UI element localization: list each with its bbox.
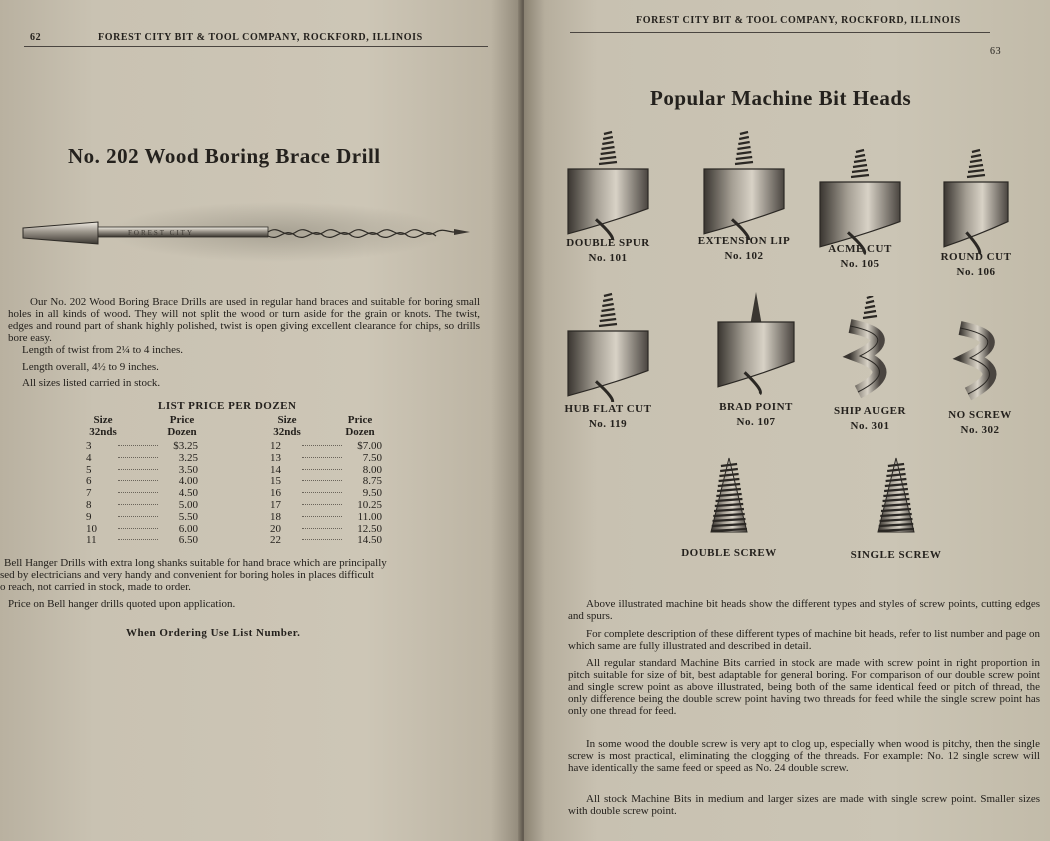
- bit-name: DOUBLE SPUR: [566, 237, 650, 249]
- running-header: FOREST CITY BIT & TOOL COMPANY, ROCKFORD, ILLINOIS: [636, 15, 961, 26]
- bit-number: No. 119: [588, 418, 628, 430]
- bit-number: No. 107: [736, 416, 776, 428]
- bit-label: [910, 408, 1050, 438]
- table-row: [86, 523, 198, 535]
- bit-number: No. 302: [960, 424, 1000, 436]
- size-column-header: Size 32nds: [89, 414, 117, 438]
- dot-leader: [118, 492, 158, 493]
- price-cell: 3.50: [178, 463, 198, 476]
- table-row: [86, 464, 198, 476]
- text-paragraph: In some wood the double screw is very apt to clog up, especially when wood is pitchy, then the single screw is most practical, eliminating the clogging of the threads. For example: No. 12 single screw will have identically the same feed or speed as No. 24 double screw.: [568, 738, 1040, 774]
- price-column-header: Price Dozen: [167, 414, 197, 438]
- left-page: [0, 0, 522, 841]
- size-cell: 8: [86, 499, 92, 511]
- running-header: FOREST CITY BIT & TOOL COMPANY, ROCKFORD, ILLINOIS: [98, 32, 423, 43]
- bit-label: [906, 250, 1046, 280]
- page-title: No. 202 Wood Boring Brace Drill: [68, 144, 381, 168]
- table-row: [86, 499, 198, 511]
- dot-leader: [302, 528, 342, 529]
- bit-name: ROUND CUT: [940, 251, 1012, 263]
- right-page: [524, 0, 1050, 841]
- bell-hanger-line: sed by electricians and very handy and convenient for boring holes in places difficult: [0, 569, 374, 581]
- bit-number: No. 106: [956, 266, 996, 278]
- description-paragraph: Our No. 202 Wood Boring Brace Drills are used in regular hand braces and suitable for boring small holes in all kinds of wood. They will not split the wood or turn aside for the grain or knots. The twist, edges and round part of shank highly polished, twist is open giving excellent clearance for chips, so drills bore easy.: [8, 296, 480, 344]
- page-number: 63: [990, 46, 1002, 57]
- bit-label: [659, 546, 799, 561]
- table-row: [86, 487, 198, 499]
- table-row: [270, 475, 382, 487]
- ship-auger-bit-illustration: [815, 296, 925, 406]
- bit-number: No. 101: [588, 252, 628, 264]
- extension-lip-bit-illustration: [689, 130, 799, 240]
- page-number: 62: [30, 32, 42, 43]
- ordering-note: When Ordering Use List Number.: [126, 627, 301, 639]
- price-cell: 14.50: [357, 534, 382, 547]
- table-row: [270, 523, 382, 535]
- size-cell: 18: [270, 510, 281, 523]
- price-cell: 6.50: [178, 534, 198, 547]
- bit-number: No. 105: [840, 258, 880, 270]
- text-paragraph: All stock Machine Bits in medium and larger sizes are made with single screw point. Smaller sizes with double screw point.: [568, 793, 1040, 817]
- size-cell: 6: [86, 475, 92, 488]
- bit-label: [538, 402, 678, 432]
- bell-hanger-line: o reach, not carried in stock, made to order.: [0, 581, 191, 593]
- size-cell: 22: [270, 534, 281, 547]
- size-cell: 9: [86, 510, 92, 523]
- size-cell: 13: [270, 451, 281, 464]
- price-cell: $3.25: [173, 440, 198, 452]
- size-cell: 15: [270, 475, 281, 488]
- bit-label: [826, 548, 966, 563]
- bit-name: HUB FLAT CUT: [564, 403, 652, 415]
- dot-leader: [302, 539, 342, 540]
- table-row: [270, 452, 382, 464]
- text-paragraph: All regular standard Machine Bits carried in stock are made with screw point in right proportion in pitch suitable for size of bit, best adaptable for general boring. For comparison of our double screw point and single screw point as above illustrated, being both of the same identical feed or pitch of thread, the only difference being the double screw point having two threads for feed while the single screw point has only one thread for feed.: [568, 657, 1040, 717]
- dot-leader: [118, 539, 158, 540]
- size-cell: 10: [86, 522, 97, 535]
- bit-name: SHIP AUGER: [834, 405, 906, 417]
- size-cell: 12: [270, 440, 281, 452]
- price-cell: 6.00: [178, 522, 198, 535]
- bell-price-note: Price on Bell hanger drills quoted upon application.: [8, 598, 236, 610]
- length-twist: Length of twist from 2¼ to 4 inches.: [22, 344, 184, 356]
- price-cell: 10.25: [357, 499, 382, 511]
- size-cell: 5: [86, 463, 92, 476]
- price-cell: $7.00: [357, 440, 382, 452]
- bit-name: DOUBLE SCREW: [681, 547, 777, 559]
- round-cut-bit-illustration: [921, 148, 1031, 258]
- table-row: [86, 475, 198, 487]
- double-spur-bit-illustration: [553, 130, 663, 240]
- bit-label: [538, 236, 678, 266]
- table-row: [86, 440, 198, 452]
- header-rule: [24, 46, 488, 47]
- bit-number: No. 301: [850, 420, 890, 432]
- size-cell: 3: [86, 440, 92, 452]
- dot-leader: [118, 528, 158, 529]
- price-column-header: Price Dozen: [345, 414, 375, 438]
- dot-leader: [302, 492, 342, 493]
- price-cell: 8.00: [362, 463, 382, 476]
- stock-note: All sizes listed carried in stock.: [22, 377, 161, 389]
- dot-leader: [302, 516, 342, 517]
- dot-leader: [302, 469, 342, 470]
- size-cell: 16: [270, 487, 281, 500]
- table-row: [270, 464, 382, 476]
- bit-name: BRAD POINT: [719, 401, 793, 413]
- header-rule: [570, 32, 990, 33]
- price-table-title: LIST PRICE PER DOZEN: [158, 400, 297, 412]
- bit-number: No. 102: [724, 250, 764, 262]
- dot-leader: [118, 457, 158, 458]
- bit-name: EXTENSION LIP: [697, 235, 791, 247]
- bit-name: NO SCREW: [948, 409, 1012, 421]
- dot-leader: [118, 469, 158, 470]
- size-cell: 14: [270, 463, 281, 476]
- dot-leader: [118, 504, 158, 505]
- bit-name: SINGLE SCREW: [850, 549, 942, 561]
- table-row: [86, 452, 198, 464]
- brad-point-bit-illustration: [701, 292, 811, 402]
- table-row: [270, 487, 382, 499]
- price-cell: 12.50: [357, 522, 382, 535]
- size-cell: 7: [86, 487, 92, 500]
- dot-leader: [118, 516, 158, 517]
- price-cell: 5.00: [178, 499, 198, 511]
- bell-hanger-line: Bell Hanger Drills with extra long shanks suitable for hand brace which are principally: [4, 557, 387, 569]
- no-screw-bit-illustration: [925, 298, 1035, 408]
- dot-leader: [302, 445, 342, 446]
- size-cell: 11: [86, 534, 97, 547]
- text-paragraph: For complete description of these different types of machine bit heads, refer to list number and page on which same are fully illustrated and described in detail.: [568, 628, 1040, 652]
- text-paragraph: Above illustrated machine bit heads show the different types and styles of screw points, cutting edges and spurs.: [568, 598, 1040, 622]
- size-cell: 20: [270, 522, 281, 535]
- table-row: [86, 511, 198, 523]
- bit-name: ACME CUT: [828, 243, 892, 255]
- price-cell: 4.50: [178, 487, 198, 500]
- size-column-header: Size 32nds: [273, 414, 301, 438]
- table-row: [270, 534, 382, 546]
- length-overall: Length overall, 4½ to 9 inches.: [22, 361, 159, 373]
- dot-leader: [302, 457, 342, 458]
- page-title: Popular Machine Bit Heads: [650, 86, 912, 110]
- price-cell: 8.75: [362, 475, 382, 488]
- dot-leader: [302, 480, 342, 481]
- size-cell: 4: [86, 451, 92, 464]
- brace-drill-illustration: [18, 192, 478, 272]
- drill-brand-mark: FOREST CITY: [128, 229, 195, 237]
- table-row: [270, 440, 382, 452]
- price-cell: 4.00: [178, 475, 198, 488]
- dot-leader: [118, 480, 158, 481]
- price-cell: 7.50: [362, 451, 382, 464]
- price-cell: 3.25: [178, 451, 198, 464]
- table-row: [270, 511, 382, 523]
- dot-leader: [302, 504, 342, 505]
- price-cell: 9.50: [362, 487, 382, 500]
- hub-flat-cut-bit-illustration: [553, 292, 663, 402]
- dot-leader: [118, 445, 158, 446]
- table-row: [86, 534, 198, 546]
- size-cell: 17: [270, 499, 281, 511]
- price-cell: 5.50: [178, 510, 198, 523]
- table-row: [270, 499, 382, 511]
- price-cell: 11.00: [357, 510, 382, 523]
